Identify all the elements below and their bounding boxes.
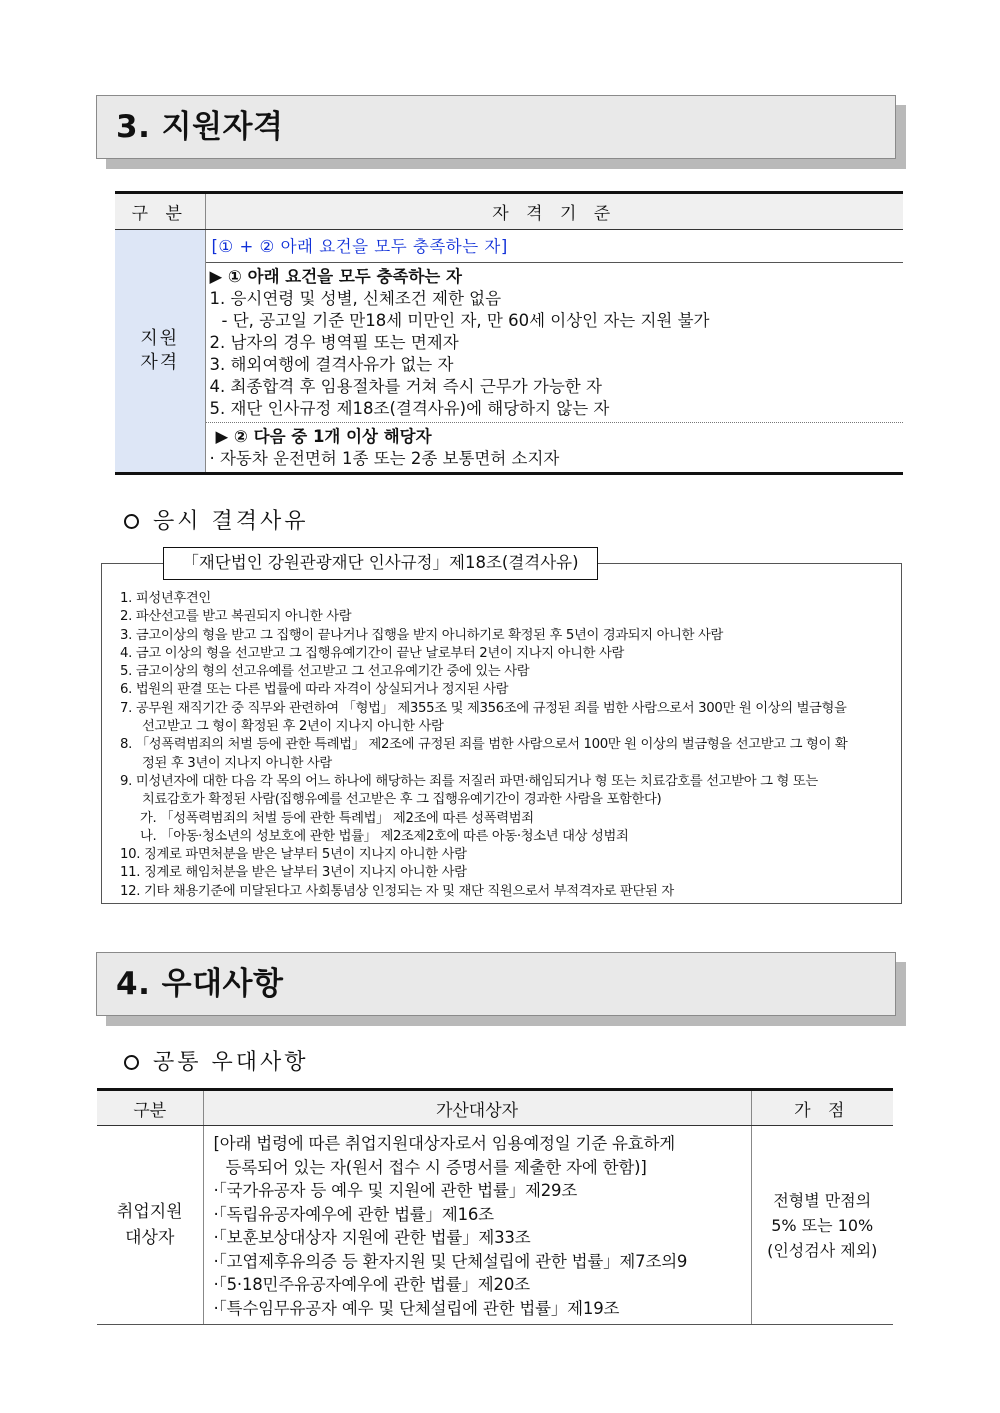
table-row [97, 1126, 893, 1325]
target-note: 등록되어 있는 자(원서 접수 시 증명서를 제출한 자에 한함)] [225, 1157, 647, 1177]
qualification-table [115, 191, 903, 475]
heading-text: 응시 결격사유 [153, 509, 309, 534]
list-item: 12. 기타 채용기준에 미달된다고 사회통념상 인정되는 자 및 재단 직원으로서 부적격자로 판단된 자 [120, 883, 674, 899]
points-line-1: 전형별 만점의 [773, 1190, 872, 1210]
header-category: 구분 [97, 1090, 203, 1126]
section-4-header [96, 952, 896, 1016]
list-item: 4. 최종합격 후 임용절차를 거쳐 즉시 근무가 가능한 자 [209, 377, 602, 396]
category-line-2: 대상자 [125, 1228, 175, 1248]
list-item: 4. 금고 이상의 형을 선고받고 그 집행유예기간이 끝난 날로부터 2년이 지나지 아니한 사람 [120, 645, 624, 661]
requirement-summary: [① + ② 아래 요건을 모두 충족하는 자] [206, 230, 904, 263]
law-item: ·「특수임무유공자 예우 및 단체설립에 관한 법률」제19조 [213, 1298, 620, 1318]
category-cell [97, 1126, 203, 1325]
section-3-header [96, 95, 896, 159]
list-item: · 자동차 운전면허 1종 또는 2종 보통면허 소지자 [209, 449, 560, 468]
preference-table [97, 1088, 893, 1325]
list-item: 5. 재단 인사규정 제18조(결격사유)에 해당하지 않는 자 [209, 399, 610, 418]
group-title: ▶ ① 아래 요건을 모두 충족하는 자 [209, 267, 462, 286]
list-item: 3. 금고이상의 형을 받고 그 집행이 끝나거나 집행을 받지 아니하기로 확정된 후 5년이 경과되지 아니한 사람 [120, 627, 724, 643]
law-item: ·「고엽제후유의증 등 환자지원 및 단체설립에 관한 법률」제7조의9 [213, 1251, 688, 1271]
list-item: 1. 응시연령 및 성별, 신체조건 제한 없음 [209, 289, 502, 308]
category-line-1: 취업지원 [116, 1202, 183, 1222]
requirement-group-1 [206, 263, 904, 423]
law-item: ·「5·18민주유공자예우에 관한 법률」제20조 [213, 1275, 530, 1294]
list-item-continuation: 선고받고 그 형이 확정된 후 2년이 지나지 아니한 사람 [142, 719, 444, 735]
law-item: ·「보훈보상대상자 지원에 관한 법률」제33조 [213, 1228, 531, 1247]
points-cell [751, 1126, 893, 1325]
list-item: 7. 공무원 재직기간 중 직무와 관련하여 「형법」 제355조 및 제356조에 규정된 죄를 범한 사람으로서 300만 원 이상의 벌금형을 [120, 700, 847, 716]
section-title: 3. 지원자격 [116, 109, 284, 145]
header-category: 구 분 [115, 193, 205, 230]
list-item: 1. 피성년후견인 [120, 591, 211, 606]
target-note: [아래 법령에 따른 취업지원대상자로서 임용예정일 기준 유효하게 [213, 1134, 675, 1153]
list-item: 2. 남자의 경우 병역필 또는 면제자 [209, 333, 459, 352]
list-item-continuation: 정된 후 3년이 지나지 아니한 사람 [142, 755, 332, 771]
category-cell [115, 230, 205, 474]
list-subitem: 나. 「아동·청소년의 성보호에 관한 법률」 제2조제2호에 따른 아동·청소년 대상 성범죄 [140, 828, 629, 844]
list-item: 5. 금고이상의 형의 선고유예를 선고받고 그 선고유예기간 중에 있는 사람 [120, 664, 530, 680]
category-line-1: 지원 [140, 328, 180, 349]
header-targets: 가산대상자 [203, 1090, 751, 1126]
list-item: 3. 해외여행에 결격사유가 없는 자 [209, 355, 454, 374]
list-item: 8. 「성폭력범죄의 처벌 등에 관한 특례법」 제2조에 규정된 죄를 범한 사람으로서 100만 원 이상의 벌금형을 선고받고 그 형이 확 [120, 737, 848, 753]
category-line-2: 자격 [140, 352, 180, 373]
disqualification-list [120, 590, 895, 901]
heading-text: 공통 우대사항 [153, 1050, 309, 1075]
table-header-row [115, 193, 903, 230]
circle-bullet-icon [124, 514, 139, 529]
list-subitem: 가. 「성폭력범죄의 처벌 등에 관한 특례법」 제2조에 따른 성폭력범죄 [140, 810, 534, 826]
preference-heading [124, 1045, 309, 1076]
points-line-2: 5% 또는 10% [771, 1215, 874, 1235]
criteria-cell [205, 230, 903, 474]
header-criteria: 자 격 기 준 [205, 193, 903, 230]
points-line-3: (인성검사 제외) [767, 1240, 878, 1260]
list-item: 9. 미성년자에 대한 다음 각 목의 어느 하나에 해당하는 죄를 저질러 파면·해임되거나 형 또는 치료감호를 선고받아 그 형 또는 [120, 773, 818, 789]
list-item: 2. 파산선고를 받고 복권되지 아니한 사람 [120, 609, 352, 625]
table-header-row [97, 1090, 893, 1126]
targets-cell [203, 1126, 751, 1325]
list-item: 10. 징계로 파면처분을 받은 날부터 5년이 지나지 아니한 사람 [120, 847, 467, 863]
table-row [115, 230, 903, 474]
list-item: - 단, 공고일 기준 만18세 미만인 자, 만 60세 이상인 자는 지원 불가 [221, 311, 710, 330]
regulation-label: 「재단법인 강원관광재단 인사규정」제18조(결격사유) [163, 547, 598, 580]
law-item: ·「독립유공자예우에 관한 법률」제16조 [213, 1204, 494, 1224]
requirement-group-2 [206, 423, 904, 472]
list-item: 6. 법원의 판결 또는 다른 법률에 따라 자격이 상실되거나 정지된 사람 [120, 682, 509, 698]
header-points: 가 점 [751, 1090, 893, 1126]
law-item: ·「국가유공자 등 예우 및 지원에 관한 법률」제29조 [213, 1181, 578, 1200]
section-title: 4. 우대사항 [116, 966, 284, 1002]
disqualification-heading [124, 504, 309, 535]
list-item-continuation: 치료감호가 확정된 사람(집행유예를 선고받은 후 그 집행유예기간이 경과한 사람을 포함한다) [142, 792, 662, 808]
list-item: 11. 징계로 해임처분을 받은 날부터 3년이 지나지 아니한 사람 [120, 865, 467, 881]
circle-bullet-icon [124, 1055, 139, 1070]
group-title: ▶ ② 다음 중 1개 이상 해당자 [215, 427, 432, 446]
